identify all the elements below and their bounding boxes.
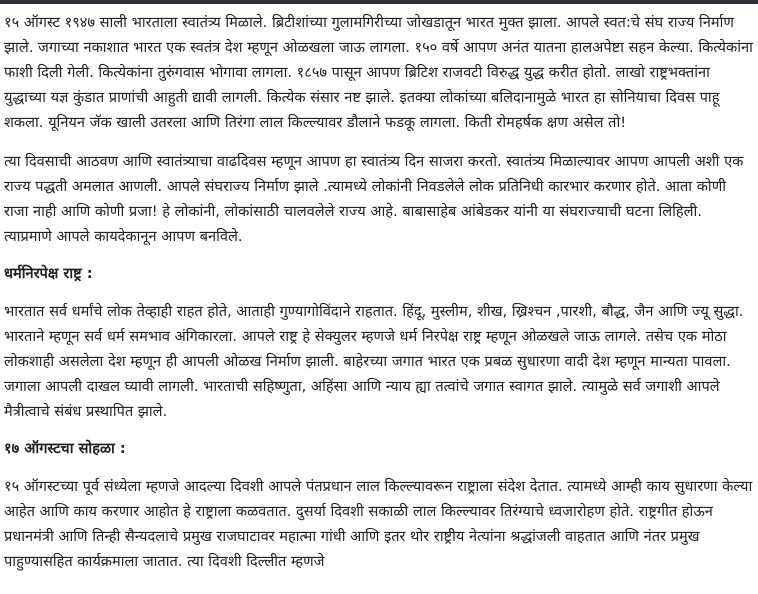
section-heading-august-ceremony: १७ ऑगस्टचा सोहळा : — [4, 440, 126, 457]
article-paragraph-secular-nation: भारतात सर्व धर्मांचे लोक तेव्हाही राहत होते, आताही गुण्यागोविंदाने राहतात. हिंदू, मुस्लीम, शीख, ख्रिश्चन ,पारशी, बौद्ध, जैन आणि ज्यू सुद्धा. भारताने म्हणून सर्व धर्म समभाव अंगिकारला. आपले राष्ट्र हे सेक्युलर म्हणजे धर्म निरपेक्ष राष्ट्र म्हणून ओळखले जाऊ लागले. तसेच एक मोठा लोकशाही असलेला देश म्हणून ही आपली ओळख निर्माण झाली. बाहेरच्या जगात भारत एक प्रबळ सुधारणा वादी देश म्हणून मान्यता पावला. जगाला आपली दाखल घ्यावी लागली. भारताची सहिष्णुता, अहिंसा आणि न्याय ह्या तत्वांचे जगात स्वागत झाले. त्यामुळे सर्व जगाशी आपले मैत्रीत्वाचे संबंध प्रस्थापित झाले. — [4, 303, 744, 420]
article-paragraph-anniversary: त्या दिवसाची आठवण आणि स्वातंत्र्याचा वाढदिवस म्हणून आपण हा स्वातंत्र्य दिन साजरा करतो. स्वातंत्र्य मिळाल्यावर आपण आपली अशी एक राज्य पद्धती अमलात आणली. आपले संघराज्य निर्माण झाले .त्यामध्ये लोकांनी निवडलेले लोक प्रतिनिधी कारभार करणार होते. आता कोणी राजा नाही आणि कोणी प्रजा! हे लोकांनी, लोकांसाठी चालवलेले राज्य आहे. बाबासाहेब आंबेडकर यांनी या संघराज्याची घटना लिहिली. त्याप्रमाणे आपले कायदेकानून आपण बनविले. — [4, 153, 744, 245]
section-heading-secular-nation: धर्मनिरपेक्ष राष्ट्र : — [4, 265, 93, 282]
article-paragraph-august-ceremony: १५ ऑगस्टच्या पूर्व संध्येला म्हणजे आदल्या दिवशी आपले पंतप्रधान लाल किल्ल्यावरून राष्ट्राला संदेश देतात. त्यामध्ये आम्ही काय सुधारणा केल्या आहेत आणि काय करणार आहोत हे राष्ट्राला कळवतात. दुसर्या दिवशी सकाळी लाल किल्ल्यावर तिरंग्याचे ध्वजारोहण होते. राष्ट्रगीत होऊन प्रधानमंत्री आणि तिन्ही सैन्यदलाचे प्रमुख राजघाटावर महात्मा गांधी आणि इतर थोर राष्ट्रीय नेत्यांना श्रद्धांजली वाहतात आणि नंतर प्रमुख पाहुण्यासहित कार्यक्रमाला जातात. त्या दिवशी दिल्लीत म्हणजे — [4, 478, 753, 570]
article-body — [0, 4, 758, 574]
article-paragraph-intro: १५ ऑगस्ट १९४७ साली भारताला स्वातंत्र्य मिळाले. ब्रिटीशांच्या गुलामगिरीच्या जोखडातून भारत मुक्त झाला. आपले स्वत:चे संघ राज्य निर्माण झाले. जगाच्या नकाशात भारत एक स्वतंत्र देश म्हणून ओळखला जाऊ लागला. १५० वर्षे आपण अनंत यातना हालअपेष्टा सहन केल्या. कित्येकांना फाशी दिली गेली. कित्येकांना तुरुंगवास भोगावा लागला. १८५७ पासून आपण ब्रिटिश राजवटी विरुद्ध युद्ध करीत होतो. लाखो राष्ट्रभक्तांना युद्धाच्या यज्ञ कुंडात प्राणांची आहुती द्यावी लागली. कित्येक संसार नष्ट झाले. इतक्या लोकांच्या बलिदानामुळे भारत हा सोनियाचा दिवस पाहू शकला. यूनियन जॅक खाली उतरला आणि तिरंगा लाल किल्ल्यावर डौलाने फडकू लागला. किती रोमहर्षक क्षण असेल तो! — [4, 14, 753, 131]
